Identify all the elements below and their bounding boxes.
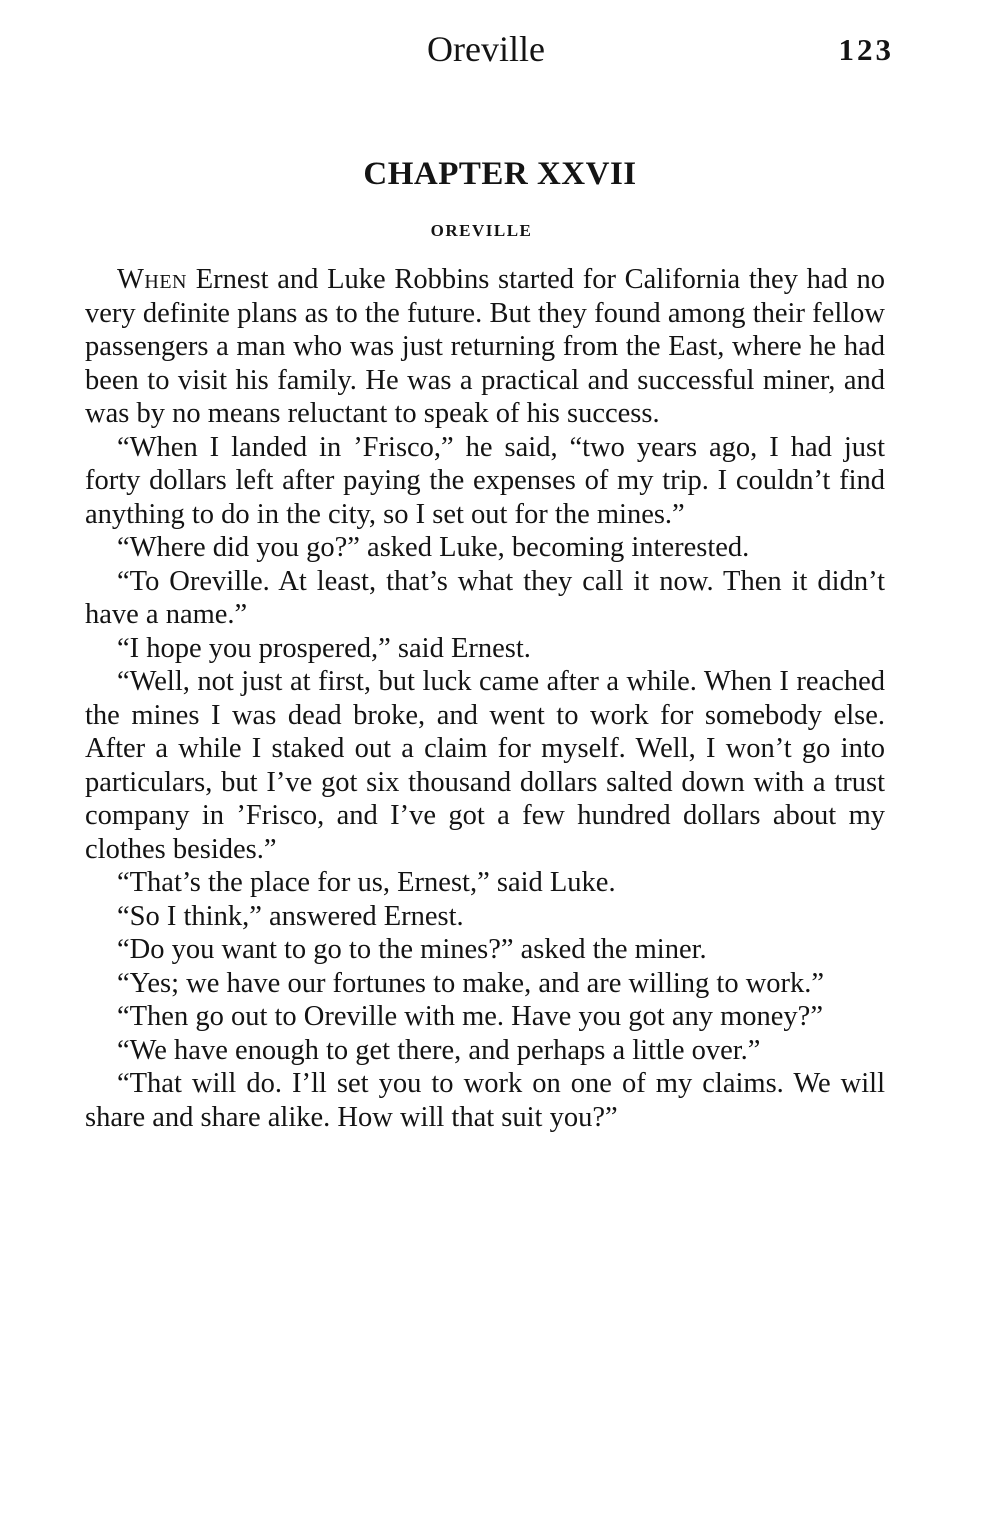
chapter-subtitle: OREVILLE [430,221,533,240]
paragraph: “Yes; we have our fortunes to make, and are willing to work.” [117,967,825,999]
paragraph: “We have enough to get there, and perhaps a little over.” [117,1034,761,1066]
paragraph [85,263,885,431]
paragraph: “When I landed in ’Frisco,” he said, “two years ago, I had just forty dollars left after paying the expenses of my trip. I couldn’t find anything to do in the city, so I set out for the mines.” [85,431,885,530]
body-text [85,263,885,1134]
paragraph: “That’s the place for us, Ernest,” said Luke. [117,867,616,898]
paragraph: “Do you want to go to the mines?” asked the miner. [117,934,707,965]
running-head [0,26,1000,76]
paragraph-text: Ernest and Luke Robbins started for California they had no very definite plans as to the future. But they found among their fellow passengers a man who was just returning from the East, where he had been to visit his family. He was a practical and successful miner, and was by no means reluctant to speak of his success. [85,264,885,429]
paragraph: “Well, not just at first, but luck came after a while. When I reached the mines I was dead broke, and went to work for somebody else. After a while I staked out a claim for myself. Well, I won’t go into particulars, but I’ve got six thousand dollars salted down with a trust company in ’Frisco, and I’ve got a few hundred dollars about my clothes besides.” [85,666,885,865]
page-number: 123 [838,32,894,67]
paragraph: “That will do. I’ll set you to work on one of my claims. We will share and share alike. How will that suit you?” [85,1068,885,1133]
running-title: Oreville [427,29,545,69]
paragraph: “I hope you prospered,” said Ernest. [117,632,531,664]
paragraph: “To Oreville. At least, that’s what they call it now. Then it didn’t have a name.” [85,565,885,630]
chapter-title: CHAPTER XXVII [363,156,637,192]
paragraph: “So I think,” answered Ernest. [117,900,464,932]
drop-lead-word: When [117,264,188,295]
paragraph: “Where did you go?” asked Luke, becoming interested. [117,532,750,563]
paragraph: “Then go out to Oreville with me. Have you got any money?” [117,1001,823,1032]
